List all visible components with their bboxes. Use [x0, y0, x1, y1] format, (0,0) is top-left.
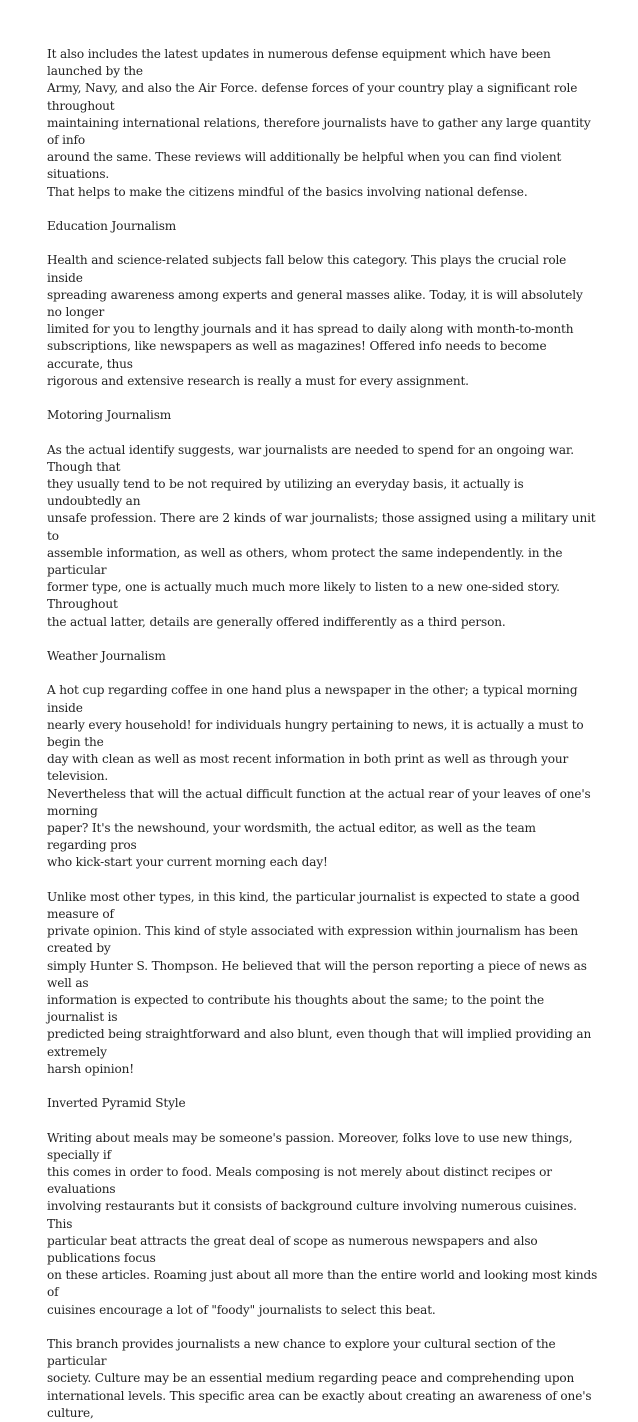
paragraph-war-journalists: As the actual identify suggests, war journalists are needed to spend for an ongoing war. Though that they usually tend to be not required by utilizing an everyday basis, it actually is undoubtedly an unsafe profession. There are 2 kinds of war journalists; those assigned using a military unit to assemble information, as well as others, whom protect the same independently. in the particular former type, one is actually much much more likely to listen to a new one-sided story. Throughout the actual latter, details are generally offered indifferently as a third person. [47, 442, 596, 629]
paragraph-culture-branch: This branch provides journalists a new chance to explore your cultural section of the particular society. Culture may be an essential medium regarding peace and comprehending upon international levels. This specific area can be exactly about creating an awareness of one's culture, [47, 1337, 592, 1420]
heading-weather-journalism: Weather Journalism [47, 649, 166, 664]
paragraph-morning-newspaper: A hot cup regarding coffee in one hand plus a newspaper in the other; a typical morning inside nearly every household! for individuals hungry pertaining to news, it is actually a must to begin the day with clean as well as most recent information in both print as well as through your television. Nevertheless that will the actual difficult function at the actual rear of your leaves of one's morning paper? It's the newshound, your wordsmith, the actual editor, as well as the team regarding pros who kick-start your current morning each day! [47, 683, 591, 870]
paragraph-defense-updates: It also includes the latest updates in numerous defense equipment which have been launched by the Army, Navy, and also the Air Force. defense forces of your country play a significant role throughout maintaining international relations, therefore journalists have to gather any large quantity of info around the same. These reviews will additionally be helpful when you can find violent situations. That helps to make the citizens mindful of the basics involving national defense. [47, 47, 591, 199]
paragraph-food-writing: Writing about meals may be someone's passion. Moreover, folks love to use new things, specially if this comes in order to food. Meals composing is not merely about distinct recipes or evaluations involving restaurants but it consists of background culture involving numerous cuisines. This particular beat attracts the great deal of scope as numerous newspapers and also publications focus on these articles. Roaming just about all more than the entire world and looking most kinds of cuisines encourage a lot of "foody" journalists to select this beat. [47, 1130, 598, 1317]
heading-motoring-journalism: Motoring Journalism [47, 408, 172, 423]
heading-education-journalism: Education Journalism [47, 219, 177, 234]
paragraph-health-science: Health and science-related subjects fall below this category. This plays the crucial role inside spreading awareness among experts and general masses alike. Today, it is will absolutely no longer limited for you to lengthy journals and it has spread to daily along with month-to-month subscriptions, like newspapers as well as magazines! Offered info needs to become accurate, thus rigorous and extensive research is really a must for every assignment. [47, 253, 583, 388]
heading-inverted-pyramid-style: Inverted Pyramid Style [47, 1096, 186, 1111]
paragraph-private-opinion: Unlike most other types, in this kind, the particular journalist is expected to state a good measure of private opinion. This kind of style associated with expression within journalism has been created by simply Hunter S. Thompson. He believed that will the person reporting a piece of news as well as information is expected to contribute his thoughts about the same; to the point the journalist is predicted being straightforward and also blunt, even though that will implied providing an extremely harsh opinion! [47, 889, 592, 1076]
